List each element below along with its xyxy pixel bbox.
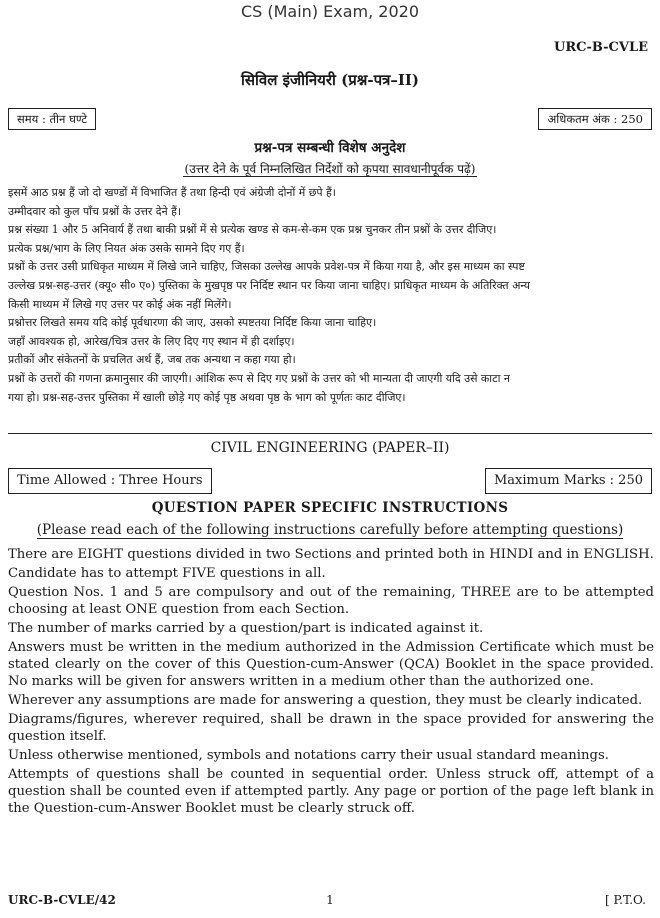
hindi-time-box: समय : तीन घण्टे xyxy=(8,108,96,130)
hindi-line: इसमें आठ प्रश्न हैं जो दो खण्डों में विभाजित हैं तथा हिन्दी एवं अंग्रेजी दोनों में छपे हैं। xyxy=(8,186,336,199)
hindi-line: प्रश्नों के उत्तर उसी प्राधिकृत माध्यम में लिखे जाने चाहिए, जिसका उल्लेख आपके प्रवेश-पत्र में किया गया है, और इस माध्यम का स्पष्ट xyxy=(8,260,525,274)
instruction-paragraph: Diagrams/figures, wherever required, shall be drawn in the space provided for answering the question itself. xyxy=(8,712,654,744)
instruction-paragraph: Wherever any assumptions are made for answering a question, they must be clearly indicated. xyxy=(8,693,643,708)
section-divider xyxy=(8,433,652,434)
instruction-paragraph: The number of marks carried by a question/part is indicated against it. xyxy=(8,621,484,636)
hindi-paper-title: सिविल इंजीनियरी (प्रश्न-पत्र–II) xyxy=(240,71,420,89)
hindi-instructions-subheading xyxy=(0,160,660,177)
hindi-line: प्रश्न संख्या 1 और 5 अनिवार्य हैं तथा बाकी प्रश्नों में से प्रत्येक खण्ड से कम-से-कम एक प्रश्न चुनकर तीन प्रश्नों के उत्तर दीजिए। xyxy=(8,223,497,237)
hindi-line: गया हो। प्रश्न-सह-उत्तर पुस्तिका में खाली छोड़े गए कोई पृष्ठ अथवा पृष्ठ के भाग को पूर्णतः काट दीजिए। xyxy=(8,390,406,404)
english-instructions-subheading xyxy=(0,522,660,538)
hindi-line: किसी माध्यम में लिखे गए उत्तर पर कोई अंक नहीं मिलेंगे। xyxy=(8,297,232,311)
hindi-line: उल्लेख प्रश्न-सह-उत्तर (क्यू० सी० ए०) पुस्तिका के मुखपृष्ठ पर निर्दिष्ट स्थान पर किया जाना चाहिए। प्राधिकृत माध्यम के अतिरिक्त अन्य xyxy=(8,278,530,292)
page-number: 1 xyxy=(326,893,334,907)
hindi-line: जहाँ आवश्यक हो, आरेख/चित्र उत्तर के लिए दिए गए स्थान में ही दर्शाइए। xyxy=(8,334,295,348)
hindi-marks-box: अधिकतम अंक : 250 xyxy=(538,108,652,130)
hindi-line: उम्मीदवार को कुल पाँच प्रश्नों के उत्तर देने हैं। xyxy=(8,204,181,218)
instruction-paragraph: There are EIGHT questions divided in two Sections and printed both in HINDI and in ENGLISH. xyxy=(8,547,654,562)
pto-label: [ P.T.O. xyxy=(605,893,646,907)
instruction-paragraph: Attempts of questions shall be counted in sequential order. Unless struck off, attempt of a question shall be counted even if attempted partly. Any page or portion of the page left blank in the Question-cum-Answer Booklet must be clearly struck off. xyxy=(8,767,654,816)
hindi-instructions-heading: प्रश्न-पत्र सम्बन्धी विशेष अनुदेश xyxy=(254,140,406,156)
instruction-paragraph: Question Nos. 1 and 5 are compulsory and out of the remaining, THREE are to be attempted choosing at least ONE question from each Section. xyxy=(8,585,654,617)
hindi-line: प्रतीकों और संकेतनों के प्रचलित अर्थ हैं, जब तक अन्यथा न कहा गया हो। xyxy=(8,353,296,367)
instruction-paragraph: Unless otherwise mentioned, symbols and notations carry their usual standard meanings. xyxy=(8,748,609,763)
instruction-paragraph: Candidate has to attempt FIVE questions in all. xyxy=(8,566,326,581)
paper-code: URC-B-CVLE xyxy=(554,40,648,55)
hindi-line: प्रश्नोत्तर लिखते समय यदि कोई पूर्वधारणा की जाए, उसको स्पष्टतया निर्दिष्ट किया जाना चाहिए। xyxy=(8,316,377,330)
hindi-line: प्रत्येक प्रश्न/भाग के लिए नियत अंक उसके सामने दिए गए हैं। xyxy=(8,241,245,255)
maximum-marks-box: Maximum Marks : 250 xyxy=(485,468,652,494)
exam-heading: CS (Main) Exam, 2020 xyxy=(240,2,420,21)
english-instructions-body xyxy=(8,546,654,819)
instruction-paragraph: Answers must be written in the medium authorized in the Admission Certificate which must be stated clearly on the cover of this Question-cum-Answer (QCA) Booklet in the space provided. No marks will be given for answers written in a medium other than the authorized one. xyxy=(8,640,654,689)
time-allowed-box: Time Allowed : Three Hours xyxy=(8,468,212,494)
hindi-instructions-body xyxy=(8,184,652,407)
english-subheading-text: (Please read each of the following instructions carefully before attempting questions) xyxy=(36,522,624,538)
hindi-line: प्रश्नों के उत्तरों की गणना क्रमानुसार की जाएगी। आंशिक रूप से दिए गए प्रश्नों के उत्तर को भी मान्यता दी जाएगी यदि उसे काटा न xyxy=(8,371,510,385)
footer-paper-code: URC-B-CVLE/42 xyxy=(8,893,116,907)
english-instructions-heading: QUESTION PAPER SPECIFIC INSTRUCTIONS xyxy=(151,500,509,516)
hindi-subheading-text: (उत्तर देने के पूर्व निम्नलिखित निर्देशों को कृपया सावधानीपूर्वक पढ़ें) xyxy=(184,162,476,176)
english-paper-title: CIVIL ENGINEERING (PAPER–II) xyxy=(210,440,450,456)
